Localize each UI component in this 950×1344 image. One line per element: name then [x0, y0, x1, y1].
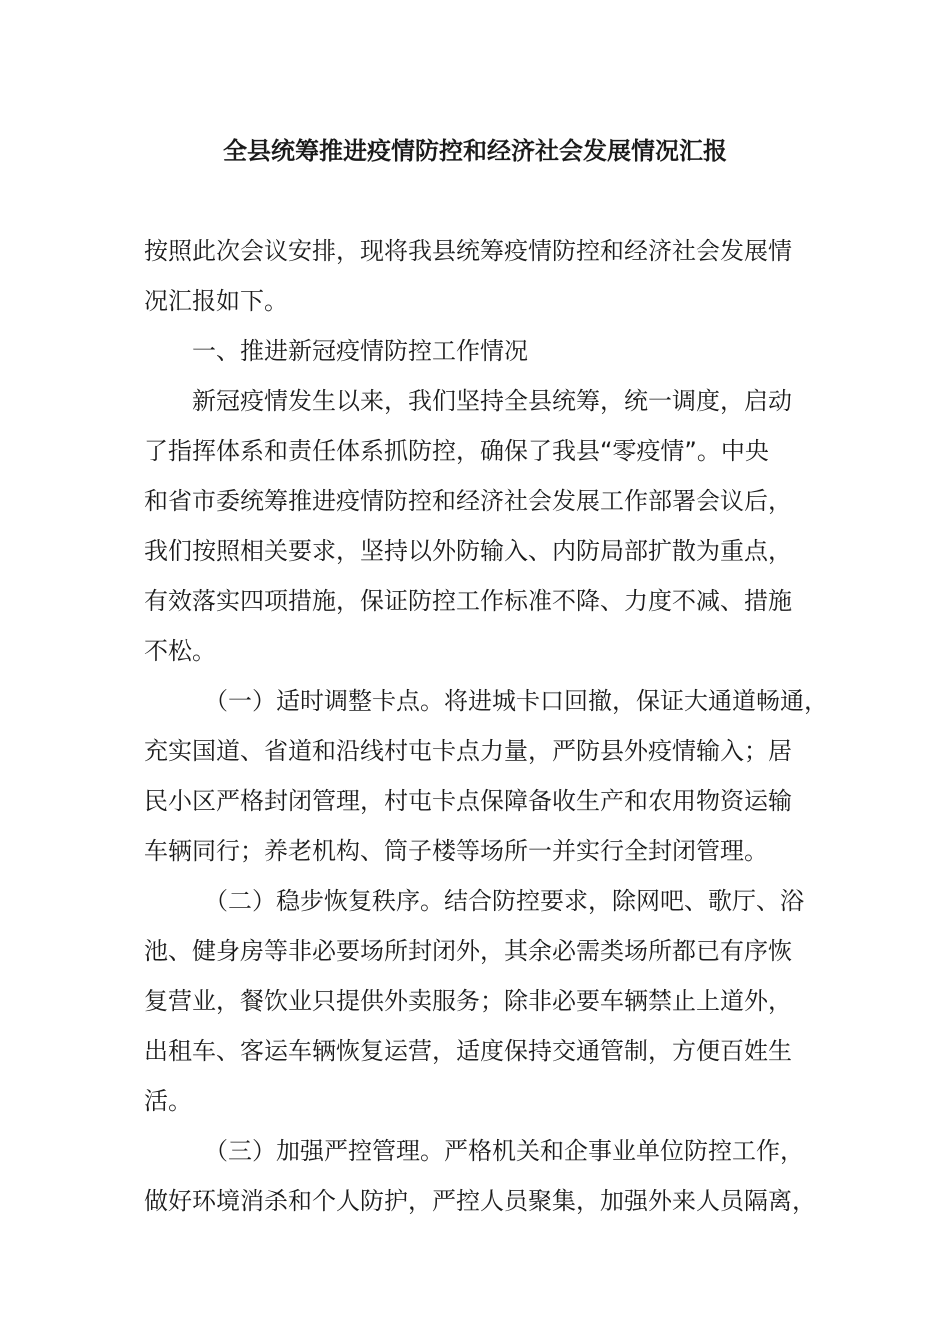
paragraph-line: 做好环境消杀和个人防护，严控人员聚集，加强外来人员隔离，	[144, 1187, 816, 1215]
document-title: 全县统筹推进疫情防控和经济社会发展情况汇报	[223, 137, 727, 165]
paragraph-line: 民小区严格封闭管理，村屯卡点保障备收生产和农用物资运输	[144, 787, 792, 815]
paragraph-line: 活。	[144, 1087, 192, 1115]
paragraph-line: 充实国道、省道和沿线村屯卡点力量，严防县外疫情输入；居	[144, 737, 792, 765]
paragraph-line: 了指挥体系和责任体系抓防控，确保了我县“零疫情”。中央	[144, 437, 769, 465]
paragraph-line: 新冠疫情发生以来，我们坚持全县统筹，统一调度，启动	[192, 387, 792, 415]
paragraph-line: 出租车、客运车辆恢复运营，适度保持交通管制，方便百姓生	[144, 1037, 792, 1065]
paragraph-line: 有效落实四项措施，保证防控工作标准不降、力度不减、措施	[144, 587, 792, 615]
paragraph-line: 车辆同行；养老机构、筒子楼等场所一并实行全封闭管理。	[144, 837, 768, 865]
paragraph-line: （二）稳步恢复秩序。结合防控要求，除网吧、歌厅、浴	[204, 887, 804, 915]
paragraph-line: 复营业，餐饮业只提供外卖服务；除非必要车辆禁止上道外，	[144, 987, 792, 1015]
paragraph-line: （一）适时调整卡点。将进城卡口回撤，保证大通道畅通，	[204, 687, 828, 715]
paragraph-line: （三）加强严控管理。严格机关和企事业单位防控工作，	[204, 1137, 804, 1165]
paragraph-line: 池、健身房等非必要场所封闭外，其余必需类场所都已有序恢	[144, 937, 792, 965]
section-heading: 一、推进新冠疫情防控工作情况	[192, 337, 528, 365]
document-body	[144, 226, 828, 1226]
paragraph-line: 和省市委统筹推进疫情防控和经济社会发展工作部署会议后，	[144, 487, 792, 515]
paragraph-line: 况汇报如下。	[144, 287, 288, 315]
paragraph-line: 按照此次会议安排，现将我县统筹疫情防控和经济社会发展情	[144, 237, 792, 265]
paragraph-line: 我们按照相关要求，坚持以外防输入、内防局部扩散为重点，	[144, 537, 792, 565]
paragraph-line: 不松。	[144, 637, 216, 665]
